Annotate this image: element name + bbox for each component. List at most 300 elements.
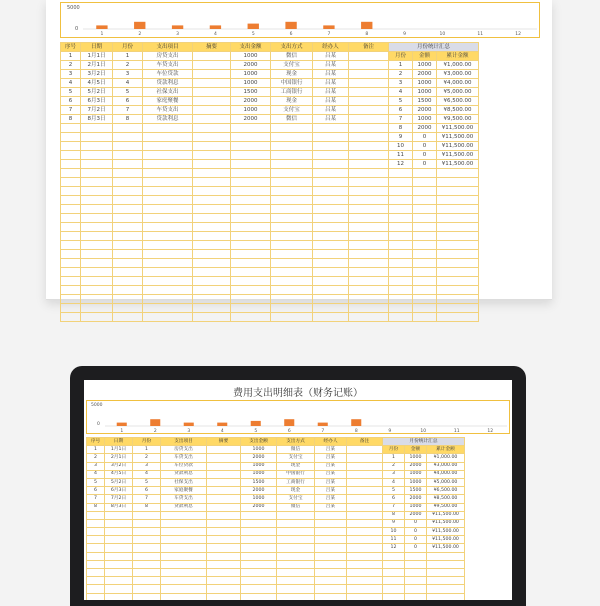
table-cell[interactable] [105, 544, 133, 552]
table-cell[interactable] [231, 169, 271, 178]
table-cell[interactable] [113, 286, 143, 295]
table-cell[interactable]: 6 [87, 487, 105, 495]
stat-cell[interactable]: 0 [413, 151, 437, 160]
stat-cell[interactable] [437, 169, 479, 178]
stat-cell[interactable]: 5 [383, 487, 405, 495]
table-cell[interactable] [313, 151, 349, 160]
table-cell[interactable]: 3 [113, 70, 143, 79]
stat-cell[interactable] [405, 552, 427, 560]
stat-cell[interactable]: 2000 [405, 495, 427, 503]
table-cell[interactable] [105, 519, 133, 527]
table-cell[interactable] [133, 560, 161, 568]
table-cell[interactable] [133, 552, 161, 560]
stat-cell[interactable] [437, 196, 479, 205]
table-cell[interactable] [113, 142, 143, 151]
table-cell[interactable] [313, 160, 349, 169]
stat-cell[interactable] [405, 569, 427, 577]
stat-cell[interactable] [437, 223, 479, 232]
stat-cell[interactable] [437, 214, 479, 223]
table-cell[interactable] [347, 552, 383, 560]
table-cell[interactable] [193, 295, 231, 304]
stat-cell[interactable]: 1 [389, 61, 413, 70]
stat-cell[interactable] [389, 196, 413, 205]
table-cell[interactable]: 社保支出 [161, 478, 207, 486]
table-cell[interactable]: 1000 [241, 470, 277, 478]
table-cell[interactable] [105, 585, 133, 593]
table-cell[interactable] [349, 268, 389, 277]
table-cell[interactable] [105, 593, 133, 600]
stat-cell[interactable] [405, 593, 427, 600]
table-cell[interactable] [61, 160, 81, 169]
table-cell[interactable] [347, 544, 383, 552]
table-cell[interactable] [143, 124, 193, 133]
table-cell[interactable] [313, 295, 349, 304]
table-cell[interactable] [315, 528, 347, 536]
table-cell[interactable] [113, 178, 143, 187]
table-cell[interactable] [231, 142, 271, 151]
table-cell[interactable]: 4月5日 [105, 470, 133, 478]
table-cell[interactable] [347, 519, 383, 527]
stat-cell[interactable]: ¥8,500.00 [437, 106, 479, 115]
table-cell[interactable]: 吕某 [313, 70, 349, 79]
table-cell[interactable] [61, 178, 81, 187]
stat-cell[interactable] [413, 286, 437, 295]
table-cell[interactable]: 1月1日 [105, 446, 133, 454]
table-cell[interactable] [61, 205, 81, 214]
stat-cell[interactable] [413, 214, 437, 223]
table-cell[interactable] [143, 196, 193, 205]
table-cell[interactable] [81, 187, 113, 196]
stat-cell[interactable]: 1500 [405, 487, 427, 495]
table-cell[interactable]: 吕某 [315, 478, 347, 486]
table-cell[interactable] [143, 286, 193, 295]
table-cell[interactable] [277, 519, 315, 527]
stat-cell[interactable]: ¥11,500.00 [427, 511, 465, 519]
table-cell[interactable] [113, 232, 143, 241]
table-cell[interactable] [277, 585, 315, 593]
table-cell[interactable] [81, 169, 113, 178]
table-cell[interactable] [277, 536, 315, 544]
table-cell[interactable]: 2000 [231, 97, 271, 106]
table-cell[interactable]: 吕某 [313, 61, 349, 70]
table-cell[interactable]: 1000 [231, 106, 271, 115]
table-cell[interactable] [193, 160, 231, 169]
table-cell[interactable] [349, 169, 389, 178]
stat-cell[interactable] [389, 187, 413, 196]
table-cell[interactable] [315, 569, 347, 577]
table-cell[interactable] [143, 250, 193, 259]
table-cell[interactable] [61, 214, 81, 223]
table-cell[interactable] [193, 196, 231, 205]
table-cell[interactable] [143, 232, 193, 241]
stat-cell[interactable]: 2000 [413, 70, 437, 79]
table-cell[interactable] [347, 585, 383, 593]
stat-cell[interactable] [383, 593, 405, 600]
table-cell[interactable] [349, 223, 389, 232]
stat-cell[interactable] [389, 295, 413, 304]
table-cell[interactable] [133, 577, 161, 585]
table-cell[interactable]: 支付宝 [277, 495, 315, 503]
table-cell[interactable] [105, 511, 133, 519]
table-cell[interactable] [87, 536, 105, 544]
table-cell[interactable] [113, 223, 143, 232]
table-cell[interactable] [193, 106, 231, 115]
table-cell[interactable]: 7 [133, 495, 161, 503]
table-cell[interactable]: 6 [61, 97, 81, 106]
table-cell[interactable] [313, 133, 349, 142]
stat-cell[interactable] [389, 214, 413, 223]
stat-cell[interactable] [437, 295, 479, 304]
table-cell[interactable]: 1 [113, 52, 143, 61]
table-cell[interactable]: 现金 [277, 487, 315, 495]
table-cell[interactable] [231, 187, 271, 196]
stat-cell[interactable] [427, 577, 465, 585]
table-cell[interactable] [349, 70, 389, 79]
table-cell[interactable]: 吕某 [313, 106, 349, 115]
stat-cell[interactable]: 10 [383, 528, 405, 536]
stat-cell[interactable] [437, 268, 479, 277]
table-cell[interactable] [241, 560, 277, 568]
table-cell[interactable]: 支付宝 [271, 61, 313, 70]
table-cell[interactable]: 2 [113, 61, 143, 70]
table-cell[interactable]: 4 [113, 79, 143, 88]
table-cell[interactable] [193, 286, 231, 295]
table-cell[interactable] [81, 196, 113, 205]
table-cell[interactable] [81, 259, 113, 268]
stat-cell[interactable] [413, 205, 437, 214]
table-cell[interactable]: 1000 [231, 52, 271, 61]
table-cell[interactable] [61, 304, 81, 313]
table-cell[interactable] [349, 295, 389, 304]
table-cell[interactable] [315, 560, 347, 568]
table-cell[interactable] [105, 528, 133, 536]
table-cell[interactable] [271, 187, 313, 196]
table-cell[interactable] [231, 304, 271, 313]
table-cell[interactable] [349, 124, 389, 133]
stat-cell[interactable] [413, 187, 437, 196]
stat-cell[interactable]: 0 [405, 536, 427, 544]
table-cell[interactable] [347, 478, 383, 486]
stat-cell[interactable]: 6 [383, 495, 405, 503]
table-cell[interactable] [143, 277, 193, 286]
table-cell[interactable] [349, 142, 389, 151]
table-cell[interactable] [271, 196, 313, 205]
table-cell[interactable]: 现金 [271, 97, 313, 106]
table-cell[interactable] [193, 304, 231, 313]
table-cell[interactable] [193, 115, 231, 124]
table-cell[interactable] [313, 187, 349, 196]
table-cell[interactable]: 吕某 [313, 88, 349, 97]
table-cell[interactable]: 1000 [231, 79, 271, 88]
table-cell[interactable]: 6月3日 [105, 487, 133, 495]
table-cell[interactable]: 2000 [241, 454, 277, 462]
table-cell[interactable] [271, 169, 313, 178]
stat-cell[interactable] [413, 304, 437, 313]
table-cell[interactable] [61, 295, 81, 304]
table-cell[interactable] [207, 454, 241, 462]
stat-cell[interactable] [437, 232, 479, 241]
stat-cell[interactable]: 8 [383, 511, 405, 519]
table-cell[interactable] [231, 196, 271, 205]
table-cell[interactable] [347, 528, 383, 536]
table-cell[interactable] [143, 142, 193, 151]
table-cell[interactable]: 1500 [231, 88, 271, 97]
table-cell[interactable]: 4 [133, 470, 161, 478]
table-cell[interactable] [61, 187, 81, 196]
table-cell[interactable] [193, 79, 231, 88]
table-cell[interactable]: 微信 [271, 52, 313, 61]
stat-cell[interactable] [389, 205, 413, 214]
table-cell[interactable]: 7 [61, 106, 81, 115]
table-cell[interactable] [61, 133, 81, 142]
table-cell[interactable] [277, 511, 315, 519]
stat-cell[interactable]: ¥11,500.00 [437, 160, 479, 169]
table-cell[interactable] [207, 552, 241, 560]
stat-cell[interactable] [427, 560, 465, 568]
stat-cell[interactable]: 8 [389, 124, 413, 133]
table-cell[interactable]: 吕某 [313, 97, 349, 106]
table-cell[interactable] [347, 569, 383, 577]
table-cell[interactable] [313, 268, 349, 277]
table-cell[interactable] [113, 160, 143, 169]
stat-cell[interactable] [413, 268, 437, 277]
table-cell[interactable]: 7月2日 [105, 495, 133, 503]
table-cell[interactable] [347, 495, 383, 503]
table-cell[interactable] [113, 295, 143, 304]
table-cell[interactable] [313, 241, 349, 250]
table-cell[interactable] [231, 223, 271, 232]
table-cell[interactable] [349, 106, 389, 115]
stat-cell[interactable]: 7 [383, 503, 405, 511]
stat-cell[interactable]: 10 [389, 142, 413, 151]
stat-cell[interactable] [413, 169, 437, 178]
table-cell[interactable]: 5 [113, 88, 143, 97]
table-cell[interactable] [81, 142, 113, 151]
table-cell[interactable]: 吕某 [315, 487, 347, 495]
table-cell[interactable] [161, 544, 207, 552]
table-cell[interactable]: 车贷支出 [143, 61, 193, 70]
stat-cell[interactable] [413, 196, 437, 205]
table-cell[interactable] [277, 528, 315, 536]
table-cell[interactable]: 工商银行 [277, 478, 315, 486]
stat-cell[interactable] [389, 259, 413, 268]
table-cell[interactable] [193, 232, 231, 241]
stat-cell[interactable]: 0 [413, 160, 437, 169]
table-cell[interactable] [349, 286, 389, 295]
table-cell[interactable] [61, 169, 81, 178]
stat-cell[interactable] [437, 241, 479, 250]
table-cell[interactable] [113, 250, 143, 259]
table-cell[interactable] [313, 214, 349, 223]
table-cell[interactable]: 2月1日 [105, 454, 133, 462]
table-cell[interactable] [113, 313, 143, 322]
table-cell[interactable]: 5月2日 [81, 88, 113, 97]
stat-cell[interactable]: ¥11,500.00 [427, 544, 465, 552]
table-cell[interactable] [313, 259, 349, 268]
table-cell[interactable] [87, 528, 105, 536]
table-cell[interactable] [231, 133, 271, 142]
table-cell[interactable] [347, 503, 383, 511]
table-cell[interactable]: 3 [133, 462, 161, 470]
table-cell[interactable] [347, 536, 383, 544]
table-cell[interactable] [349, 214, 389, 223]
stat-cell[interactable]: 7 [389, 115, 413, 124]
table-cell[interactable] [349, 250, 389, 259]
table-cell[interactable] [231, 241, 271, 250]
table-cell[interactable] [231, 124, 271, 133]
table-cell[interactable]: 车贷支出 [161, 495, 207, 503]
table-cell[interactable]: 吕某 [313, 79, 349, 88]
table-cell[interactable]: 6 [113, 97, 143, 106]
table-cell[interactable] [193, 142, 231, 151]
stat-cell[interactable]: 1000 [405, 454, 427, 462]
table-cell[interactable] [105, 560, 133, 568]
stat-cell[interactable]: 1000 [405, 478, 427, 486]
stat-cell[interactable]: 3 [389, 79, 413, 88]
table-cell[interactable] [241, 552, 277, 560]
table-cell[interactable] [133, 528, 161, 536]
table-cell[interactable]: 5月2日 [105, 478, 133, 486]
table-cell[interactable] [313, 205, 349, 214]
table-cell[interactable] [349, 232, 389, 241]
table-cell[interactable] [161, 552, 207, 560]
table-cell[interactable]: 房贷支出 [161, 446, 207, 454]
stat-cell[interactable] [389, 268, 413, 277]
table-cell[interactable] [349, 187, 389, 196]
table-cell[interactable]: 家庭聚餐 [161, 487, 207, 495]
table-cell[interactable] [193, 88, 231, 97]
table-cell[interactable]: 3月2日 [105, 462, 133, 470]
table-cell[interactable] [347, 446, 383, 454]
table-cell[interactable] [133, 569, 161, 577]
stat-cell[interactable] [413, 295, 437, 304]
table-cell[interactable]: 8 [133, 503, 161, 511]
table-cell[interactable] [81, 133, 113, 142]
table-cell[interactable] [231, 277, 271, 286]
table-cell[interactable]: 1月1日 [81, 52, 113, 61]
table-cell[interactable]: 支付宝 [277, 454, 315, 462]
table-cell[interactable] [313, 223, 349, 232]
table-cell[interactable] [231, 259, 271, 268]
table-cell[interactable]: 1000 [241, 462, 277, 470]
stat-cell[interactable] [437, 187, 479, 196]
table-cell[interactable] [81, 151, 113, 160]
table-cell[interactable] [347, 487, 383, 495]
table-cell[interactable] [193, 223, 231, 232]
table-cell[interactable]: 4 [61, 79, 81, 88]
table-cell[interactable] [193, 205, 231, 214]
table-cell[interactable] [105, 577, 133, 585]
stat-cell[interactable]: ¥11,500.00 [437, 133, 479, 142]
table-cell[interactable] [315, 511, 347, 519]
table-cell[interactable] [193, 241, 231, 250]
table-cell[interactable]: 吕某 [315, 495, 347, 503]
table-cell[interactable] [193, 124, 231, 133]
stat-cell[interactable]: ¥3,000.00 [427, 462, 465, 470]
table-cell[interactable] [133, 585, 161, 593]
table-cell[interactable] [313, 250, 349, 259]
table-cell[interactable] [315, 593, 347, 600]
stat-cell[interactable]: 0 [405, 519, 427, 527]
table-cell[interactable]: 车位贷款 [143, 70, 193, 79]
table-cell[interactable] [143, 160, 193, 169]
stat-cell[interactable]: 2000 [413, 124, 437, 133]
table-cell[interactable]: 2000 [231, 115, 271, 124]
table-cell[interactable] [143, 268, 193, 277]
table-cell[interactable] [231, 286, 271, 295]
table-cell[interactable] [207, 470, 241, 478]
table-cell[interactable] [271, 214, 313, 223]
table-cell[interactable] [231, 250, 271, 259]
table-cell[interactable] [193, 250, 231, 259]
table-cell[interactable] [349, 259, 389, 268]
stat-cell[interactable]: 4 [389, 88, 413, 97]
stat-cell[interactable]: ¥5,000.00 [427, 478, 465, 486]
table-cell[interactable]: 2000 [241, 503, 277, 511]
stat-cell[interactable]: ¥4,000.00 [437, 79, 479, 88]
stat-cell[interactable]: 2000 [413, 106, 437, 115]
table-cell[interactable] [313, 124, 349, 133]
table-cell[interactable] [349, 277, 389, 286]
table-cell[interactable] [349, 79, 389, 88]
stat-cell[interactable] [383, 585, 405, 593]
table-cell[interactable] [271, 133, 313, 142]
table-cell[interactable] [113, 259, 143, 268]
stat-cell[interactable] [389, 313, 413, 322]
table-cell[interactable] [61, 313, 81, 322]
table-cell[interactable] [81, 241, 113, 250]
table-cell[interactable] [207, 585, 241, 593]
stat-cell[interactable] [413, 313, 437, 322]
table-cell[interactable]: 1000 [241, 446, 277, 454]
table-cell[interactable] [271, 259, 313, 268]
stat-cell[interactable]: ¥9,500.00 [437, 115, 479, 124]
stat-cell[interactable] [427, 593, 465, 600]
table-cell[interactable] [143, 151, 193, 160]
table-cell[interactable] [271, 151, 313, 160]
stat-cell[interactable] [437, 205, 479, 214]
stat-cell[interactable]: ¥9,500.00 [427, 503, 465, 511]
table-cell[interactable] [349, 160, 389, 169]
stat-cell[interactable] [427, 552, 465, 560]
table-cell[interactable] [161, 560, 207, 568]
stat-cell[interactable] [413, 277, 437, 286]
stat-cell[interactable]: ¥3,000.00 [437, 70, 479, 79]
table-cell[interactable]: 中国银行 [271, 79, 313, 88]
stat-cell[interactable]: ¥8,500.00 [427, 495, 465, 503]
stat-cell[interactable]: ¥11,500.00 [437, 151, 479, 160]
table-cell[interactable] [231, 232, 271, 241]
table-cell[interactable] [113, 277, 143, 286]
table-cell[interactable] [143, 259, 193, 268]
table-cell[interactable] [161, 511, 207, 519]
table-cell[interactable]: 4 [87, 470, 105, 478]
table-cell[interactable] [113, 241, 143, 250]
stat-cell[interactable]: 5 [389, 97, 413, 106]
table-cell[interactable] [231, 205, 271, 214]
table-cell[interactable] [61, 268, 81, 277]
table-cell[interactable] [161, 577, 207, 585]
table-cell[interactable] [61, 124, 81, 133]
stat-cell[interactable] [383, 577, 405, 585]
stat-cell[interactable]: 2000 [405, 462, 427, 470]
stat-cell[interactable]: 11 [389, 151, 413, 160]
table-cell[interactable] [207, 487, 241, 495]
table-cell[interactable] [231, 295, 271, 304]
table-cell[interactable] [271, 178, 313, 187]
table-cell[interactable] [315, 536, 347, 544]
table-cell[interactable] [241, 519, 277, 527]
